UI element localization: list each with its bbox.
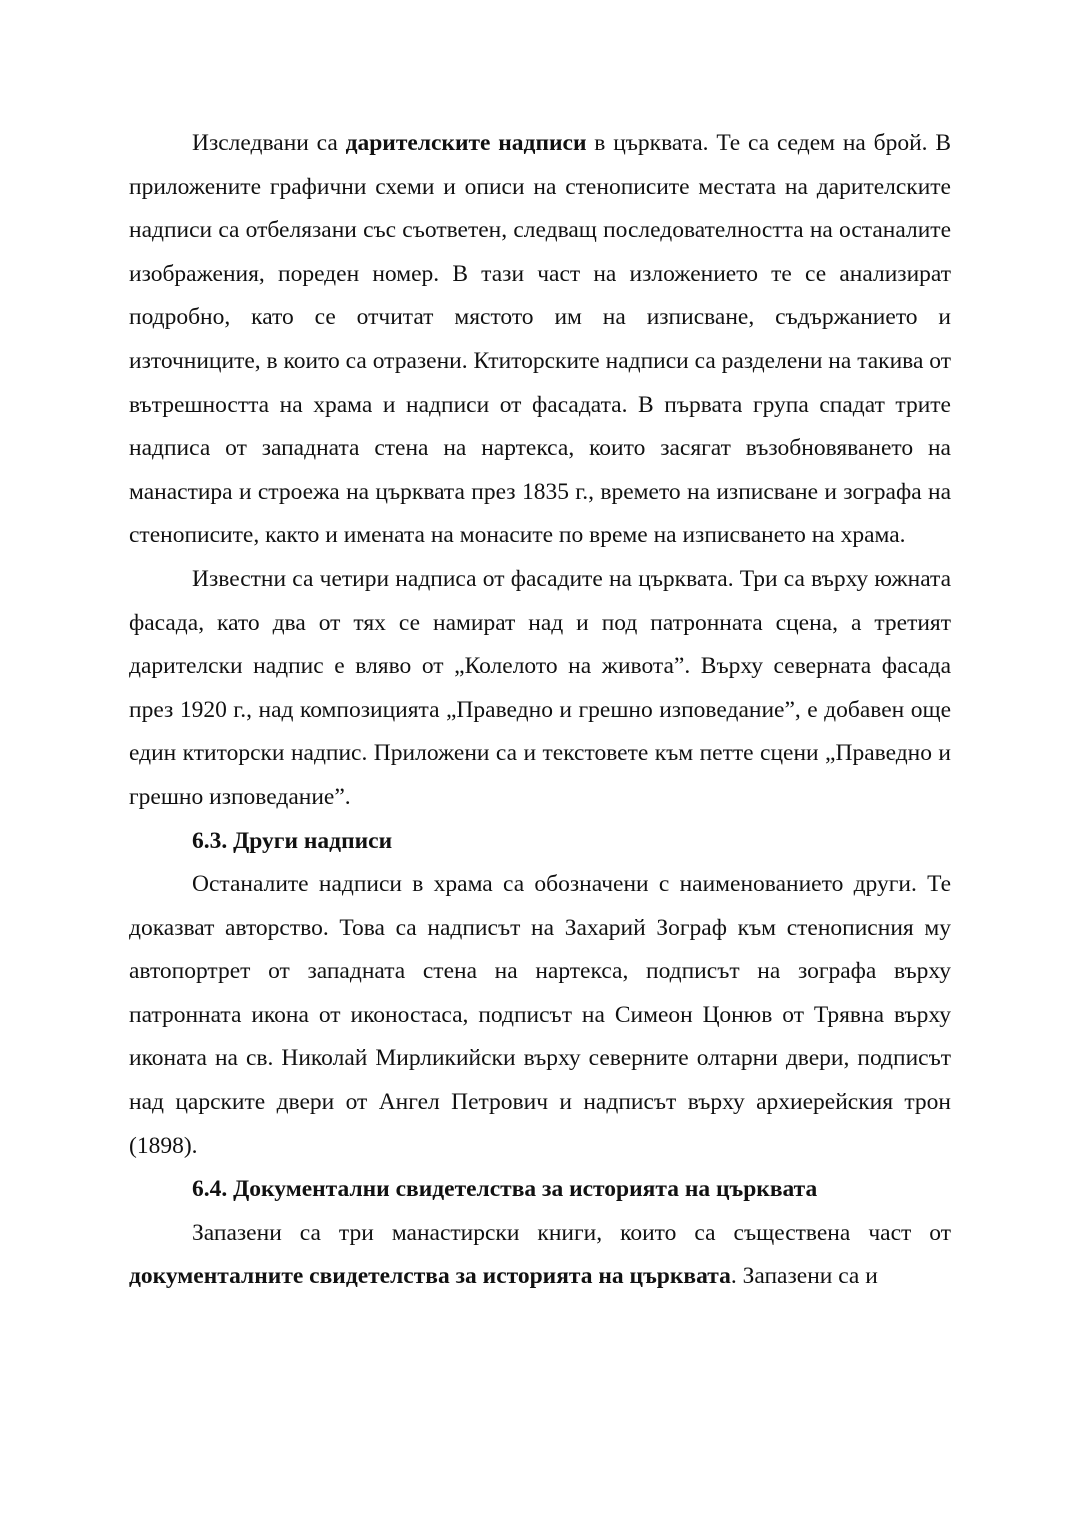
paragraph-4-bold-term: документалните свидетелства за историята на църквата — [129, 1263, 731, 1290]
page-content — [129, 122, 951, 1299]
paragraph-facade-inscriptions: Известни са четири надписа от фасадите на църквата. Три са върху южната фасада, като два от тях се намират над и под патронната сцена, а третият дарителски надпис е вляво от „Колелото на живота”. Върху северната фасада през 1920 г., над композицията „Праведно и грешно изповедание”, е добавен още един ктиторски надпис. Приложени са и текстовете към петте сцени „Праведно и грешно изповедание”. — [129, 565, 951, 810]
section-heading-6-4: 6.4. Документални свидетелства за историята на църквата — [192, 1176, 818, 1203]
paragraph-documentary-evidence — [129, 1212, 951, 1299]
paragraph-1-bold-term: дарителските надписи — [345, 130, 587, 156]
paragraph-other-inscriptions: Останалите надписи в храма са обозначени с наименованието други. Те доказват авторство. Това са надписът на Захарий Зограф към стенописния му автопортрет от западната стена на нартекса, подписът на зографа върху патронната икона от иконостаса, подписът на Симеон Цонюв от Трявна върху иконата на св. Николай Мирликийски върху северните олтарни двери, подписът над царските двери от Ангел Петрович и надписът върху архиерейския трон (1898). — [129, 871, 951, 1159]
paragraph-4-text-b: . Запазени са и — [730, 1263, 878, 1290]
paragraph-1-text-b: в църквата. Те са седем на брой. В приложените графични схеми и описи на стенописите местата на дарителските надписи са отбелязани със съответен, следващ последователността на останалите изображения, пореден номер. В тази част на изложението те се анализират подробно, като се отчитат мястото им на изписване, съдържанието и източниците, в които са отразени. Ктиторските надписи са разделени на такива от вътрешността на храма и надписи от фасадата. В първата група спадат трите надписа от западната стена на нартекса, които засягат възобновяването на манастира и строежа на църквата през 1835 г., времето на изписване и зографа на стенописите, както и имената на монасите по време на изписването на храма. — [129, 130, 952, 549]
paragraph-4-text-a: Запазени са три манастирски книги, които са съществена част от — [192, 1219, 951, 1246]
section-heading-6-3: 6.3. Други надписи — [192, 827, 393, 854]
paragraph-donor-inscriptions — [129, 122, 951, 558]
paragraph-1-text-a: Изследвани са — [192, 130, 346, 156]
